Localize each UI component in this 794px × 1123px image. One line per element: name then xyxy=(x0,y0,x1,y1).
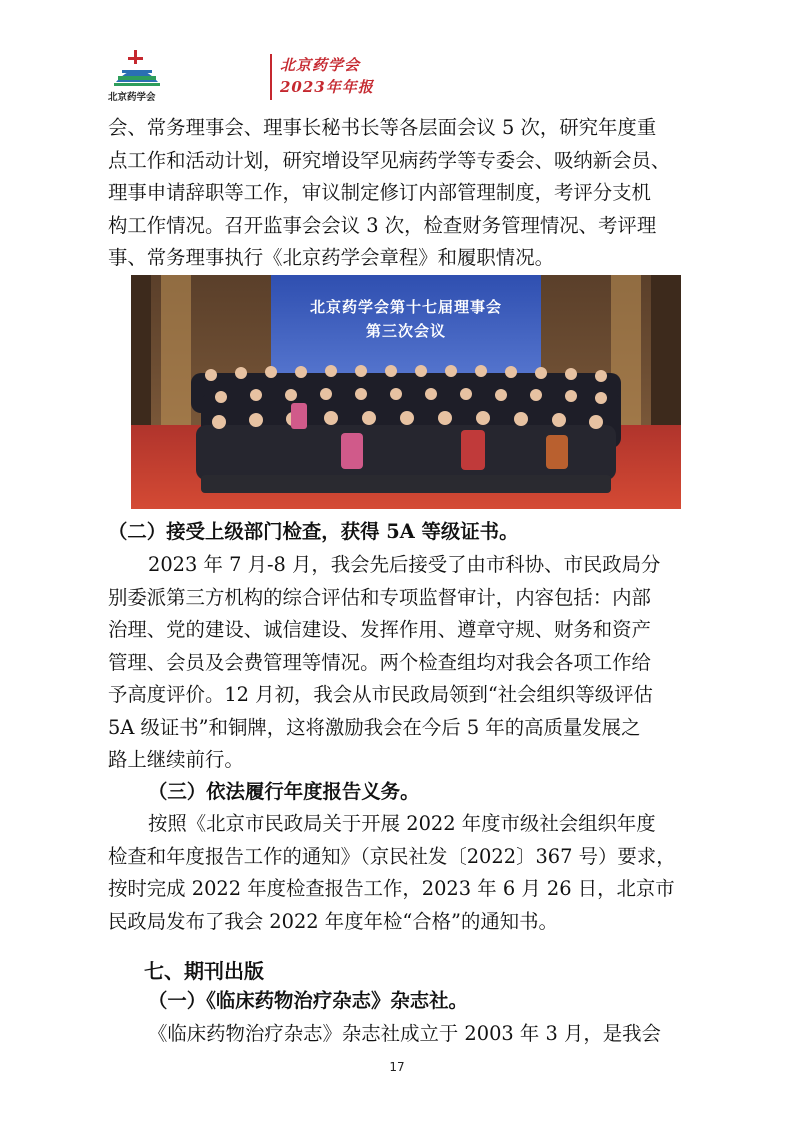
banner-subtitle: 第三次会议 xyxy=(365,322,446,340)
paragraph-annual-report xyxy=(108,808,696,938)
section-title-journals: 七、期刊出版 xyxy=(144,959,264,983)
heading-text: （二）接受上级部门检查，获得 5A 等级证书。 xyxy=(108,520,519,543)
header-divider xyxy=(270,54,272,100)
heading-journal-office xyxy=(148,985,736,1018)
text-line: 路上继续前行。 xyxy=(108,748,244,771)
text-line: 别委派第三方机构的综合评估和专项监督审计，内容包括：内部 xyxy=(108,585,651,609)
page-header xyxy=(108,48,408,104)
heading-text: （一）《临床药物治疗杂志》杂志社。 xyxy=(148,989,468,1012)
text-line: 点工作和活动计划，研究增设罕见病药学等专委会、吸纳新会员、 xyxy=(108,148,671,172)
text-line: 检查和年度报告工作的通知》（京民社发〔2022〕367 号）要求， xyxy=(108,844,676,868)
text-line: 会、常务理事会、理事长秘书长等各层面会议 5 次，研究年度重 xyxy=(108,116,657,139)
text-line: 治理、党的建设、诚信建设、发挥作用、遵章守规、财务和资产 xyxy=(108,618,651,641)
heading-inspection xyxy=(108,516,696,549)
text-line: 5A 级证书”和铜牌，这将激励我会在今后 5 年的高质量发展之 xyxy=(108,715,641,739)
text-line: 予高度评价。12 月初，我会从市民政局领到“社会组织等级评估 xyxy=(108,683,653,706)
header-title: 北京药学会 xyxy=(280,56,361,74)
text-line: 民政局发布了我会 2022 年度年检“合格”的通知书。 xyxy=(108,909,558,933)
header-year: 2023年年报 xyxy=(280,78,374,96)
heading-text: （三）依法履行年度报告义务。 xyxy=(148,780,420,803)
heading-annual-report xyxy=(148,776,736,809)
text-line: 按照《北京市民政局关于开展 2022 年度市级社会组织年度 xyxy=(148,812,656,835)
text-line: 构工作情况。召开监事会会议 3 次，检查财务管理情况、考评理 xyxy=(108,213,657,237)
logo-caption: 北京药学会 xyxy=(108,92,156,103)
paragraph-journal xyxy=(108,1018,696,1051)
banner-title: 北京药学会第十七届理事会 xyxy=(309,298,502,316)
paragraph-meetings xyxy=(108,112,696,275)
text-line: 《临床药物治疗杂志》杂志社成立于 2003 年 3 月，是我会 xyxy=(148,1022,661,1045)
text-line: 理事申请辞职等工作，审议制定修订内部管理制度，考评分支机 xyxy=(108,181,651,204)
text-line: 2023 年 7 月-8 月，我会先后接受了由市科协、市民政局分 xyxy=(148,553,661,576)
text-line: 管理、会员及会费管理等情况。两个检查组均对我会各项工作给 xyxy=(108,650,651,674)
page-number: 17 xyxy=(389,1060,405,1074)
paragraph-inspection xyxy=(108,549,696,777)
text-line: 按时完成 2022 年度检查报告工作，2023 年 6 月 26 日，北京市 xyxy=(108,877,675,900)
text-line: 事、常务理事执行《北京药学会章程》和履职情况。 xyxy=(108,246,554,269)
